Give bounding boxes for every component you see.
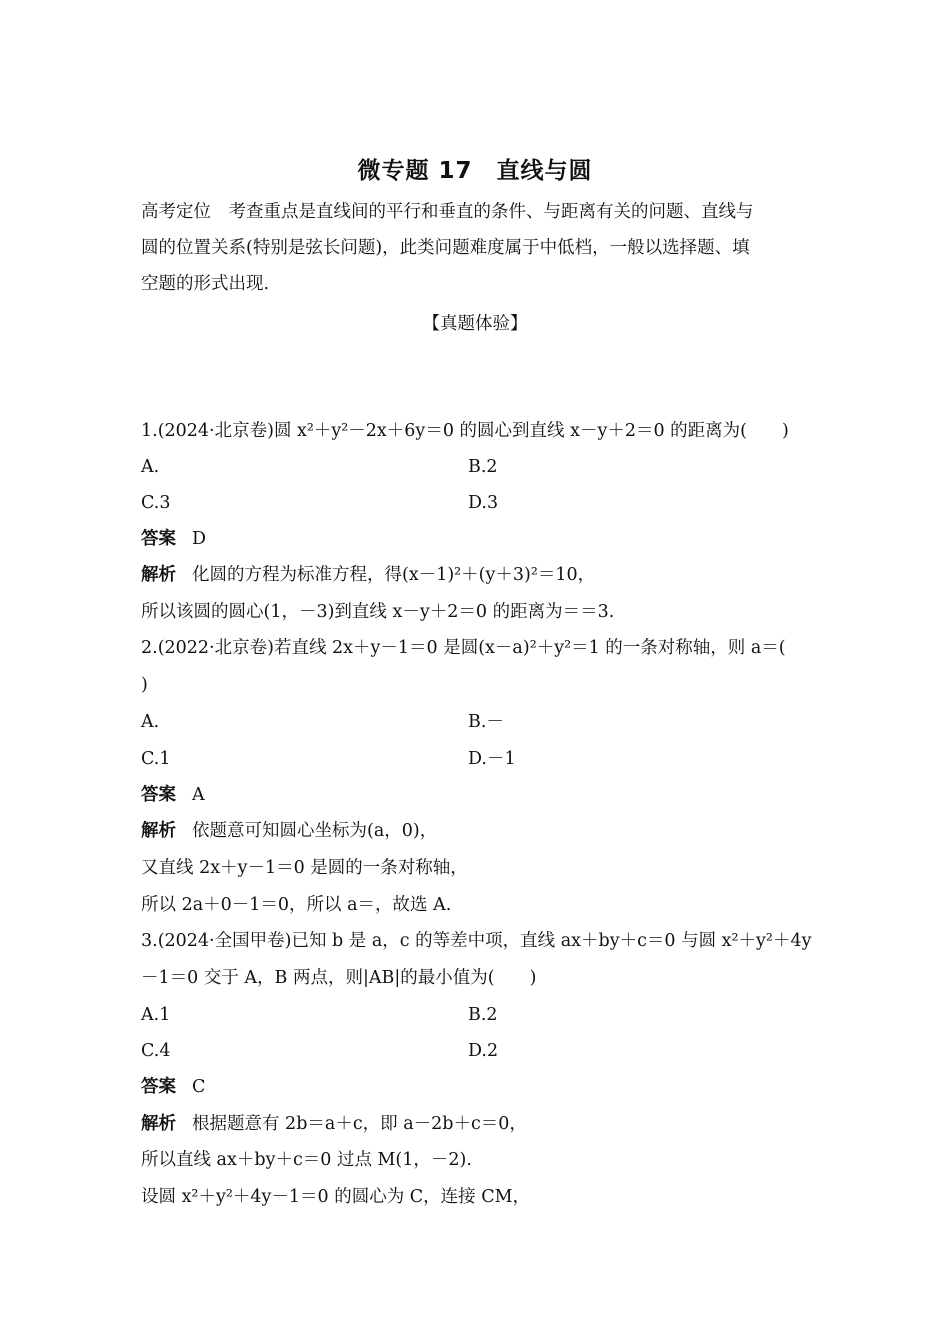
q1-stem: 1.(2024·北京卷)圆 x²＋y²－2x＋6y＝0 的圆心到直线 x－y＋2＝0 的距离为( ) <box>141 421 789 441</box>
answer-label: 答案 <box>141 1077 176 1097</box>
answer-label: 答案 <box>141 529 176 549</box>
q3-analysis-1: 根据题意有 2b＝a＋c，即 a－2b＋c＝0， <box>192 1114 527 1134</box>
q3-analysis-2: 所以直线 ax＋by＋c＝0 过点 M(1，－2). <box>141 1150 472 1170</box>
q3-option-b: B.2 <box>468 1005 498 1025</box>
q3-stem-line-2: －1＝0 交于 A，B 两点，则|AB|的最小值为( ) <box>141 968 537 988</box>
section-heading: 【真题体验】 <box>422 314 528 334</box>
q2-answer: A <box>192 785 205 805</box>
q2-option-a: A. <box>141 712 160 732</box>
q3-option-a: A.1 <box>141 1005 171 1025</box>
q2-option-b: B.－ <box>468 712 504 732</box>
intro-line-1: 高考定位 考查重点是直线间的平行和垂直的条件、与距离有关的问题、直线与 <box>141 202 754 222</box>
answer-label: 答案 <box>141 785 176 805</box>
q2-stem-line-2: ) <box>141 675 148 695</box>
q1-option-b: B.2 <box>468 457 498 477</box>
q2-analysis-2: 又直线 2x＋y－1＝0 是圆的一条对称轴， <box>141 858 468 878</box>
q1-answer: D <box>192 529 207 549</box>
q2-analysis-1: 依题意可知圆心坐标为(a，0)， <box>192 821 438 841</box>
analysis-label: 解析 <box>141 821 176 841</box>
q2-option-d: D.－1 <box>468 749 516 769</box>
q1-analysis-1: 化圆的方程为标准方程，得(x－1)²＋(y＋3)²＝10， <box>192 565 596 585</box>
q1-option-d: D.3 <box>468 493 499 513</box>
q2-answer-row <box>141 783 205 807</box>
q3-stem-line-1: 3.(2024·全国甲卷)已知 b 是 a，c 的等差中项，直线 ax＋by＋c＝0 与圆 x²＋y²＋4y <box>141 931 812 951</box>
q3-answer-row <box>141 1075 205 1099</box>
q3-option-d: D.2 <box>468 1041 499 1061</box>
q1-option-a: A. <box>141 457 160 477</box>
q3-analysis-row-1 <box>141 1112 527 1136</box>
q1-analysis-2: 所以该圆的圆心(1，－3)到直线 x－y＋2＝0 的距离为＝＝3. <box>141 602 615 622</box>
q1-answer-row <box>141 527 206 551</box>
q1-analysis-row-1 <box>141 563 595 587</box>
page-title: 微专题 17 直线与圆 <box>357 158 593 184</box>
q2-option-c: C.1 <box>141 749 171 769</box>
q1-option-c: C.3 <box>141 493 171 513</box>
q3-analysis-3: 设圆 x²＋y²＋4y－1＝0 的圆心为 C，连接 CM， <box>141 1187 531 1207</box>
q3-answer: C <box>192 1077 206 1097</box>
q2-analysis-3: 所以 2a＋0－1＝0，所以 a＝，故选 A. <box>141 895 452 915</box>
intro-line-3: 空题的形式出现. <box>141 274 270 294</box>
q2-stem-line-1: 2.(2022·北京卷)若直线 2x＋y－1＝0 是圆(x－a)²＋y²＝1 的一条对称轴，则 a＝( <box>141 638 786 658</box>
analysis-label: 解析 <box>141 565 176 585</box>
analysis-label: 解析 <box>141 1114 176 1134</box>
intro-line-2: 圆的位置关系(特别是弦长问题)，此类问题难度属于中低档，一般以选择题、填 <box>141 238 750 258</box>
q2-analysis-row-1 <box>141 819 437 843</box>
q3-option-c: C.4 <box>141 1041 171 1061</box>
